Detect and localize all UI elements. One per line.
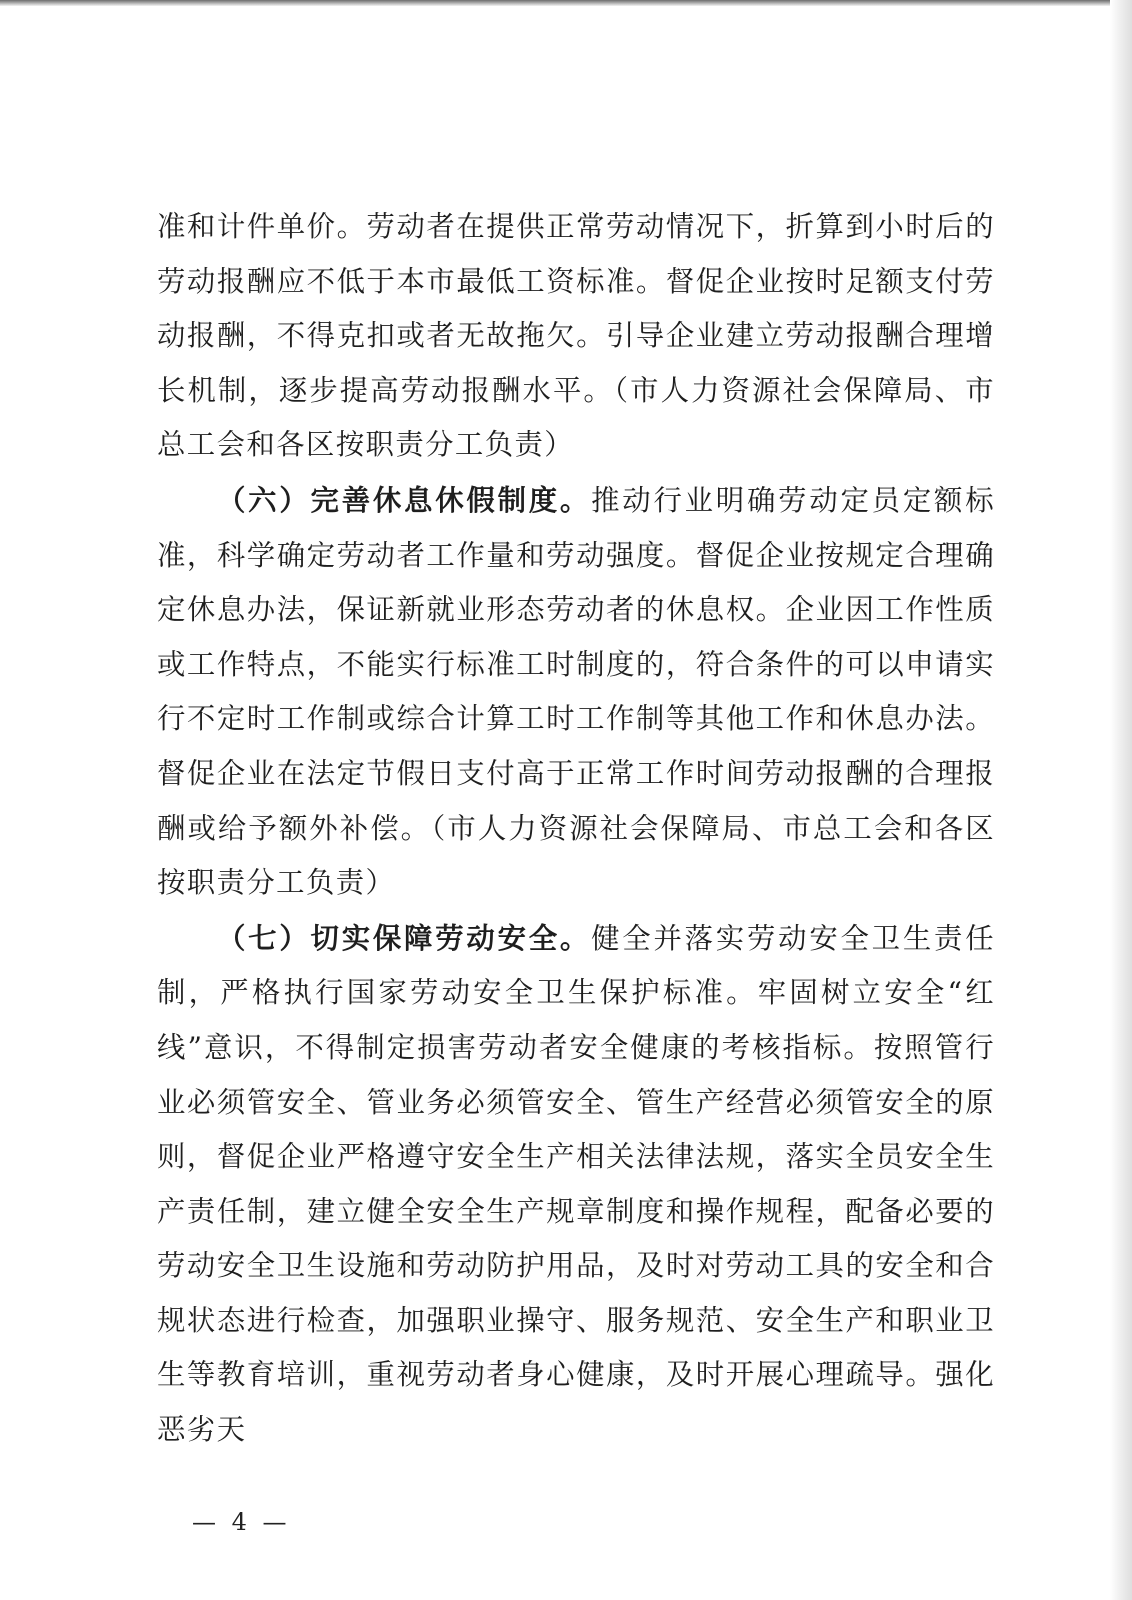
paragraph-text: 准和计件单价。劳动者在提供正常劳动情况下，折算到小时后的劳动报酬应不低于本市最低工资标准。督促企业按时足额支付劳动报酬，不得克扣或者无故拖欠。引导企业建立劳动报酬合理增长机制，逐步提高劳动报酬水平。（市人力资源社会保障局、市总工会和各区按职责分工负责） xyxy=(157,210,995,462)
paragraph-text: 推动行业明确劳动定员定额标准，科学确定劳动者工作量和劳动强度。督促企业按规定合理确定休息办法，保证新就业形态劳动者的休息权。企业因工作性质或工作特点，不能实行标准工时制度的，符合条件的可以申请实行不定时工作制或综合计算工时工作制等其他工作和休息办法。督促企业在法定节假日支付高于正常工作时间劳动报酬的合理报酬或给予额外补偿。（市人力资源社会保障局、市总工会和各区按职责分工负责） xyxy=(157,483,995,900)
paragraph-wage-continued xyxy=(157,200,995,473)
body-text xyxy=(157,200,995,1458)
paragraph-labor-safety xyxy=(157,911,995,1458)
paragraph-text: 健全并落实劳动安全卫生责任制，严格执行国家劳动安全卫生保护标准。牢固树立安全“红线”意识，不得制定损害劳动者安全健康的考核指标。按照管行业必须管安全、管业务必须管安全、管生产经营必须管安全的原则，督促企业严格遵守安全生产相关法律法规，落实全员安全生产责任制，建立健全安全生产规章制度和操作规程，配备必要的劳动安全卫生设施和劳动防护用品，及时对劳动工具的安全和合规状态进行检查，加强职业操守、服务规范、安全生产和职业卫生等教育培训，重视劳动者身心健康，及时开展心理疏导。强化恶劣天 xyxy=(157,921,995,1447)
page-number: — 4 — xyxy=(192,1508,291,1536)
section-heading-seven: （七）切实保障劳动安全。 xyxy=(217,920,592,955)
section-heading-six: （六）完善休息休假制度。 xyxy=(217,482,592,517)
paragraph-rest-holiday xyxy=(157,473,995,911)
